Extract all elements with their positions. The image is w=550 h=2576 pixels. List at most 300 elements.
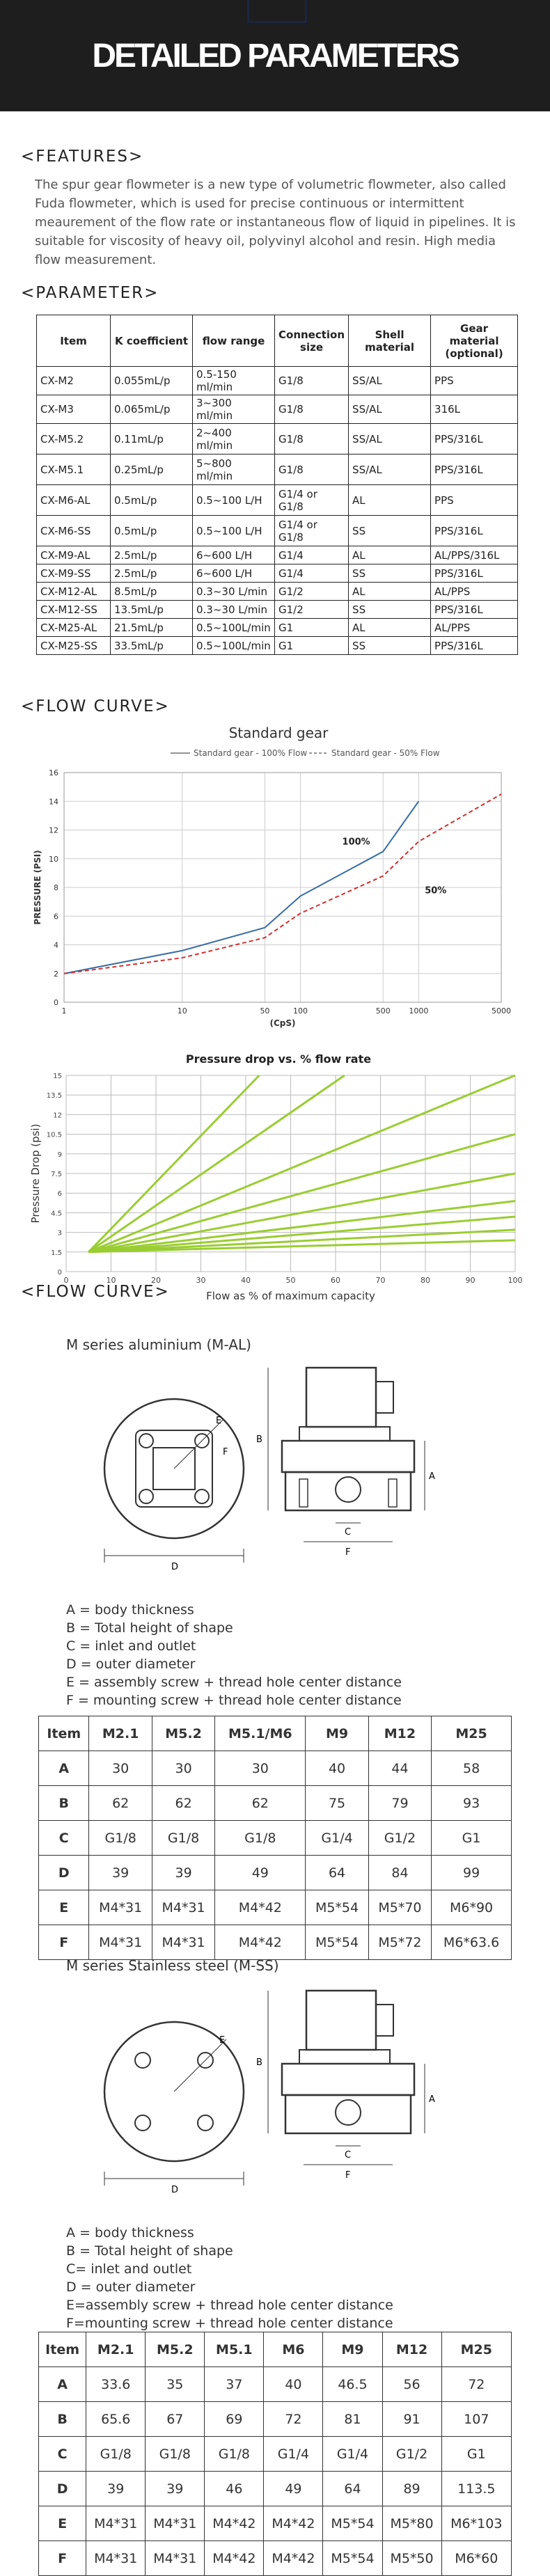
param-header-item: Item: [37, 315, 111, 367]
dims-cell: D: [39, 2472, 86, 2506]
m-al-labels: [0, 1601, 550, 1709]
parameter-cell: CX-M5.2: [37, 424, 111, 455]
m-ss-table-body: [39, 2367, 512, 2576]
dims-cell: M5*54: [323, 2541, 382, 2576]
m-ss-letter-e: E: [219, 2035, 226, 2046]
parameter-cell: G1: [275, 637, 349, 655]
dims-cell: 99: [432, 1856, 512, 1890]
chart1-legend-100: Standard gear - 100% Flow: [194, 748, 308, 758]
dims-cell: M4*42: [264, 2506, 323, 2541]
chart2-x-tick: 90: [465, 1276, 476, 1285]
parameter-cell: AL: [349, 619, 431, 637]
dims-cell: G1/8: [215, 1821, 306, 1856]
parameter-cell: CX-M6-SS: [37, 516, 111, 546]
dims-cell: M6*103: [441, 2506, 511, 2541]
dims-cell: M5*54: [323, 2506, 382, 2541]
m-ss-letter-a: A: [429, 2094, 435, 2105]
dims-row: [39, 1925, 512, 1960]
chart1-title: Standard gear: [228, 725, 329, 741]
parameter-cell: 21.5mL/p: [111, 619, 193, 637]
dims-cell: G1/2: [382, 2437, 441, 2472]
parameter-cell: 0.25mL/p: [111, 455, 193, 485]
parameter-cell: CX-M25-SS: [37, 637, 111, 655]
parameter-cell: SS: [349, 601, 431, 619]
parameter-cell: CX-M5.1: [37, 455, 111, 485]
parameter-cell: 0.5~100L/min: [193, 637, 275, 655]
dims-cell: 39: [152, 1856, 214, 1890]
chart1-series-label: 50%: [425, 885, 447, 896]
parameter-cell: SS: [349, 564, 431, 583]
m-al-title: M series aluminium (M-AL): [66, 1336, 251, 1353]
chart1-xlabel: (CpS): [269, 1018, 296, 1028]
parameter-cell: 6~600 L/H: [193, 564, 275, 583]
dims-cell: 30: [215, 1751, 306, 1786]
chart1-y-tick: 4: [54, 940, 58, 950]
chart1-y-tick: 16: [49, 768, 58, 777]
dims-cell: G1/8: [152, 1821, 214, 1856]
dims-cell: M4*31: [146, 2506, 205, 2541]
parameter-cell: CX-M12-SS: [37, 601, 111, 619]
dims-header-cell: M6: [264, 2332, 323, 2367]
parameter-section: [0, 284, 550, 302]
parameter-cell: G1/8: [275, 424, 349, 455]
parameter-cell: PPS/316L: [431, 601, 518, 619]
parameter-cell: 0.5~100L/min: [193, 619, 275, 637]
features-section: [0, 148, 550, 269]
dims-cell: 81: [323, 2402, 382, 2437]
dims-cell: 39: [146, 2472, 205, 2506]
chart1-y-tick: 8: [54, 883, 58, 892]
parameter-cell: 316L: [431, 395, 518, 424]
m-al-header-row: [39, 1716, 512, 1751]
parameter-cell: 0.11mL/p: [111, 424, 193, 455]
dims-cell: B: [39, 1786, 89, 1821]
parameter-cell: 8.5mL/p: [111, 583, 193, 601]
parameter-cell: 6~600 L/H: [193, 546, 275, 564]
parameter-cell: G1/4: [275, 564, 349, 583]
dims-header-cell: M2.1: [86, 2332, 146, 2367]
standard-gear-chart: [28, 724, 529, 1044]
dims-cell: 65.6: [86, 2402, 146, 2437]
chart2-x-tick: 100: [508, 1276, 523, 1285]
chart2-x-tick: 50: [285, 1276, 296, 1285]
parameter-cell: G1/4: [275, 546, 349, 564]
dimension-label: C= inlet and outlet: [66, 2261, 192, 2277]
chart1-x-tick: 5000: [492, 1006, 511, 1016]
dims-cell: 62: [89, 1786, 152, 1821]
dims-cell: M5*70: [368, 1890, 431, 1925]
dims-header-cell: M25: [441, 2332, 511, 2367]
dimension-label: B = Total height of shape: [66, 2243, 233, 2259]
parameter-cell: 33.5mL/p: [111, 637, 193, 655]
dims-cell: M5*54: [306, 1890, 368, 1925]
dims-row: [39, 1890, 512, 1925]
dims-cell: M5*50: [382, 2541, 441, 2576]
chart2-x-tick: 20: [151, 1276, 161, 1285]
dims-cell: 113.5: [441, 2472, 511, 2506]
chart2-y-tick: 10.5: [46, 1131, 62, 1139]
parameter-cell: 0.3~30 L/min: [193, 583, 275, 601]
m-ss-side-view: [256, 1991, 435, 2181]
flow-curve-heading-2: <FLOW CURVE>: [21, 1283, 170, 1301]
dims-cell: 67: [146, 2402, 205, 2437]
dims-row: [39, 2402, 512, 2437]
dims-cell: M4*42: [205, 2506, 264, 2541]
m-al-drawing: [97, 1357, 435, 1594]
parameter-cell: SS: [349, 637, 431, 655]
chart1-x-tick: 10: [177, 1006, 187, 1016]
dimension-label: D = outer diameter: [66, 1657, 196, 1672]
dims-cell: F: [39, 2541, 86, 2576]
dims-header-cell: M25: [432, 1716, 512, 1751]
parameter-cell: PPS/316L: [431, 516, 518, 546]
features-heading: <FEATURES>: [21, 148, 144, 166]
dims-cell: M4*42: [215, 1890, 306, 1925]
m-al-front-view: [104, 1399, 244, 1572]
dims-cell: G1/4: [306, 1821, 368, 1856]
dims-cell: 93: [432, 1786, 512, 1821]
dimension-label: E=assembly screw + thread hole center distance: [66, 2298, 393, 2313]
chart1-series-label: 100%: [342, 837, 370, 848]
parameter-cell: PPS/316L: [431, 424, 518, 455]
dims-cell: 30: [152, 1751, 214, 1786]
features-text: The spur gear flowmeter is a new type of volumetric flowmeter, also called Fuda flowmeter, which is used for precise continuous or intermittent meaurement of the flow rate or instantaneous flow of liquid in pipelines. It is suitable for viscosity of heavy oil, polyvinyl alcohol and resin. High media flow measurement.: [35, 177, 516, 267]
dims-cell: 40: [264, 2367, 323, 2402]
parameter-cell: 5~800 ml/min: [193, 455, 275, 485]
chart2-y-tick: 9: [57, 1151, 62, 1159]
chart2-y-tick: 6: [57, 1190, 62, 1199]
parameter-row: [37, 619, 518, 637]
dims-cell: M4*31: [89, 1925, 152, 1960]
dims-cell: M6*63.6: [432, 1925, 512, 1960]
dims-cell: M4*31: [152, 1925, 214, 1960]
parameter-cell: CX-M2: [37, 367, 111, 395]
parameter-cell: G1: [275, 619, 349, 637]
chart2-xlabel: Flow as % of maximum capacity: [206, 1290, 375, 1302]
parameter-cell: G1/8: [275, 367, 349, 395]
dims-cell: 89: [382, 2472, 441, 2506]
parameter-row: [37, 455, 518, 485]
dims-row: [39, 2506, 512, 2541]
parameter-cell: SS/AL: [349, 395, 431, 424]
dims-cell: M6*60: [441, 2541, 511, 2576]
parameter-cell: SS/AL: [349, 424, 431, 455]
parameter-cell: AL/PPS: [431, 583, 518, 601]
dimension-label: B = Total height of shape: [66, 1620, 233, 1636]
chart2-y-tick: 7.5: [51, 1171, 62, 1178]
dims-cell: 79: [368, 1786, 431, 1821]
dims-cell: 84: [368, 1856, 431, 1890]
dims-cell: D: [39, 1856, 89, 1890]
dimension-label: F=mounting screw + thread hole center distance: [66, 2316, 393, 2331]
parameter-row: [37, 637, 518, 655]
parameter-cell: 3~300 ml/min: [193, 395, 275, 424]
parameter-row: [37, 367, 518, 395]
chart2-y-tick: 12: [53, 1112, 62, 1120]
dims-header-cell: M5.1: [205, 2332, 264, 2367]
dims-cell: 62: [215, 1786, 306, 1821]
parameter-cell: 2.5mL/p: [111, 564, 193, 583]
dims-row: [39, 1821, 512, 1856]
parameter-cell: 2.5mL/p: [111, 546, 193, 564]
parameter-row: [37, 485, 518, 516]
dims-cell: M5*80: [382, 2506, 441, 2541]
chart2-x-tick: 60: [331, 1276, 340, 1285]
dims-cell: 64: [306, 1856, 368, 1890]
m-al-letter-a: A: [429, 1471, 435, 1482]
m-al-letter-d: D: [171, 1562, 179, 1572]
chart2-x-tick: 40: [241, 1276, 251, 1285]
parameter-row: [37, 424, 518, 455]
dims-cell: 58: [432, 1751, 512, 1786]
dims-cell: 49: [215, 1856, 306, 1890]
parameter-cell: PPS: [431, 485, 518, 516]
dims-cell: F: [39, 1925, 89, 1960]
dims-cell: A: [39, 2367, 86, 2402]
dims-header-cell: M9: [306, 1716, 368, 1751]
dims-cell: M4*42: [215, 1925, 306, 1960]
m-ss-header-row: [39, 2332, 512, 2367]
parameter-header-row: [37, 315, 518, 367]
dims-cell: M4*31: [146, 2541, 205, 2576]
parameter-row: [37, 516, 518, 546]
param-header-shell: Shell material: [349, 315, 431, 367]
dims-cell: M6*90: [432, 1890, 512, 1925]
dimension-label: A = body thickness: [66, 2225, 194, 2241]
chart2-ylabel: Pressure Drop (psi): [29, 1123, 42, 1224]
parameter-cell: 2~400 ml/min: [193, 424, 275, 455]
parameter-cell: AL/PPS: [431, 619, 518, 637]
parameter-cell: 0.055mL/p: [111, 367, 193, 395]
dimension-label: E = assembly screw + thread hole center distance: [66, 1675, 402, 1690]
dims-cell: G1/8: [205, 2437, 264, 2472]
parameter-cell: G1/4 or G1/8: [275, 485, 349, 516]
m-al-letter-f-side: F: [345, 1547, 351, 1558]
dims-cell: G1/4: [323, 2437, 382, 2472]
chart2-y-tick: 1.5: [51, 1249, 62, 1257]
dims-cell: 107: [441, 2402, 511, 2437]
parameter-cell: G1/2: [275, 583, 349, 601]
m-al-letter-c: C: [345, 1527, 352, 1538]
parameter-cell: 0.065mL/p: [111, 395, 193, 424]
chart1-x-tick: 1000: [409, 1006, 429, 1016]
parameter-row: [37, 601, 518, 619]
parameter-cell: 0.5~100 L/H: [193, 485, 275, 516]
dims-cell: 75: [306, 1786, 368, 1821]
m-ss-letter-f: F: [345, 2170, 351, 2181]
parameter-cell: AL: [349, 485, 431, 516]
chart2-y-tick: 4.5: [51, 1210, 62, 1218]
parameter-cell: CX-M12-AL: [37, 583, 111, 601]
m-ss-table: [38, 2332, 512, 2576]
parameter-cell: AL/PPS/316L: [431, 546, 518, 564]
parameter-cell: CX-M25-AL: [37, 619, 111, 637]
dimension-label: F = mounting screw + thread hole center distance: [66, 1693, 402, 1708]
dims-row: [39, 2367, 512, 2402]
chart1-y-tick: 10: [49, 854, 58, 864]
dims-header-cell: M9: [323, 2332, 382, 2367]
dims-cell: 35: [146, 2367, 205, 2402]
dims-cell: M4*31: [89, 1890, 152, 1925]
chart1-legend-50: Standard gear - 50% Flow: [331, 748, 440, 758]
parameter-cell: CX-M3: [37, 395, 111, 424]
m-ss-letter-d: D: [171, 2185, 179, 2195]
parameter-cell: PPS: [431, 367, 518, 395]
dims-cell: 56: [382, 2367, 441, 2402]
m-al-letter-b: B: [256, 1435, 262, 1445]
parameter-table: [36, 315, 518, 655]
parameter-cell: AL: [349, 546, 431, 564]
parameter-cell: SS/AL: [349, 455, 431, 485]
parameter-cell: SS: [349, 516, 431, 546]
m-al-table-body: [39, 1751, 512, 1960]
chart2-x-tick: 0: [63, 1276, 69, 1285]
chart1-x-tick: 50: [260, 1006, 270, 1016]
dimension-label: D = outer diameter: [66, 2279, 196, 2295]
param-header-k: K coefficient: [111, 315, 193, 367]
chart1-y-tick: 6: [54, 912, 58, 922]
chart2-x-tick: 30: [196, 1276, 206, 1285]
dims-cell: 44: [368, 1751, 431, 1786]
chart1-x-tick: 500: [375, 1006, 391, 1016]
parameter-cell: G1/8: [275, 395, 349, 424]
dims-cell: G1/8: [89, 1821, 152, 1856]
parameter-cell: 0.5mL/p: [111, 485, 193, 516]
parameter-heading: <PARAMETER>: [21, 284, 159, 302]
m-ss-letter-b: B: [256, 2057, 262, 2068]
dims-row: [39, 2541, 512, 2576]
m-ss-front-view: [104, 2022, 244, 2195]
dims-cell: G1: [441, 2437, 511, 2472]
dims-cell: M4*31: [86, 2506, 146, 2541]
banner-title: DETAILED PARAMETERS: [92, 37, 458, 74]
parameter-cell: 0.5mL/p: [111, 516, 193, 546]
dims-cell: M4*31: [152, 1890, 214, 1925]
dims-cell: 46: [205, 2472, 264, 2506]
dims-header-cell: M5.1/M6: [215, 1716, 306, 1751]
dims-row: [39, 1856, 512, 1890]
chart2-title: Pressure drop vs. % flow rate: [185, 1052, 372, 1066]
dims-cell: M5*54: [306, 1925, 368, 1960]
dims-header-cell: M12: [382, 2332, 441, 2367]
dims-cell: G1/4: [264, 2437, 323, 2472]
banner: [0, 0, 550, 111]
chart2-y-tick: 15: [53, 1073, 62, 1080]
m-ss-letter-c: C: [345, 2150, 352, 2160]
chart1-y-tick: 14: [49, 797, 58, 807]
dims-row: [39, 1786, 512, 1821]
param-header-connection: Connection size: [275, 315, 349, 367]
dims-header-cell: M5.2: [152, 1716, 214, 1751]
chart1-series-line: [64, 794, 501, 974]
dimension-label: A = body thickness: [66, 1602, 194, 1618]
parameter-row: [37, 395, 518, 424]
param-header-flow: flow range: [193, 315, 275, 367]
parameter-cell: 0.3~30 L/min: [193, 601, 275, 619]
dims-cell: 39: [86, 2472, 146, 2506]
dims-header-cell: M2.1: [89, 1716, 152, 1751]
dims-cell: G1/2: [368, 1821, 431, 1856]
flow-curve-heading: <FLOW CURVE>: [21, 697, 170, 716]
parameter-row: [37, 546, 518, 564]
dims-row: [39, 1751, 512, 1786]
dims-cell: 46.5: [323, 2367, 382, 2402]
m-al-side-view: [256, 1368, 435, 1558]
dims-cell: 49: [264, 2472, 323, 2506]
dims-cell: 72: [441, 2367, 511, 2402]
dims-cell: E: [39, 1890, 89, 1925]
dims-header-cell: M5.2: [146, 2332, 205, 2367]
m-al-letter-f: F: [223, 1447, 228, 1457]
parameter-cell: SS/AL: [349, 367, 431, 395]
parameter-cell: G1/2: [275, 601, 349, 619]
dims-cell: G1/8: [86, 2437, 146, 2472]
dims-cell: G1/8: [146, 2437, 205, 2472]
dims-cell: 72: [264, 2402, 323, 2437]
parameter-cell: PPS/316L: [431, 455, 518, 485]
parameter-row: [37, 583, 518, 601]
parameter-cell: CX-M6-AL: [37, 485, 111, 516]
parameter-cell: 0.5-150 ml/min: [193, 367, 275, 395]
chart1-y-tick: 0: [54, 998, 58, 1007]
chart1-x-tick: 100: [293, 1006, 308, 1016]
dims-header-cell: Item: [39, 2332, 86, 2367]
dims-cell: B: [39, 2402, 86, 2437]
m-al-table: [38, 1716, 512, 1960]
dims-cell: M4*42: [205, 2541, 264, 2576]
parameter-cell: AL: [349, 583, 431, 601]
dims-cell: A: [39, 1751, 89, 1786]
chart2-x-tick: 80: [421, 1276, 430, 1285]
chart1-y-tick: 2: [54, 969, 58, 979]
m-ss-title: M series Stainless steel (M-SS): [66, 1957, 279, 1974]
dims-row: [39, 2437, 512, 2472]
parameter-row: [37, 564, 518, 583]
chart1-x-tick: 1: [61, 1006, 67, 1016]
dims-cell: M5*72: [368, 1925, 431, 1960]
dims-cell: C: [39, 2437, 86, 2472]
dims-cell: 91: [382, 2402, 441, 2437]
dims-header-cell: Item: [39, 1716, 89, 1751]
dims-cell: 64: [323, 2472, 382, 2506]
dims-row: [39, 2472, 512, 2506]
dims-cell: M4*42: [264, 2541, 323, 2576]
dims-cell: C: [39, 1821, 89, 1856]
parameter-cell: PPS/316L: [431, 564, 518, 583]
parameter-cell: G1/8: [275, 455, 349, 485]
chart2-y-tick: 13.5: [46, 1092, 62, 1100]
parameter-cell: 0.5~100 L/H: [193, 516, 275, 546]
m-ss-labels: [0, 2224, 550, 2332]
dims-cell: M4*31: [86, 2541, 146, 2576]
chart1-y-tick: 12: [49, 825, 58, 835]
parameter-cell: CX-M9-SS: [37, 564, 111, 583]
pressure-drop-chart: [28, 1048, 529, 1312]
chart1-ylabel: PRESSURE (PSI): [33, 850, 42, 925]
dims-cell: G1: [432, 1821, 512, 1856]
chart2-y-tick: 3: [57, 1229, 62, 1238]
chart2-x-tick: 10: [106, 1276, 116, 1285]
dimension-label: C = inlet and outlet: [66, 1638, 196, 1654]
parameter-cell: CX-M9-AL: [37, 546, 111, 564]
parameter-cell: 13.5mL/p: [111, 601, 193, 619]
m-al-letter-e: E: [216, 1416, 222, 1426]
chart2-x-tick: 70: [375, 1276, 386, 1285]
chart2-y-tick: 0: [57, 1269, 62, 1277]
dims-cell: 37: [205, 2367, 264, 2402]
dims-cell: 30: [89, 1751, 152, 1786]
dims-cell: E: [39, 2506, 86, 2541]
